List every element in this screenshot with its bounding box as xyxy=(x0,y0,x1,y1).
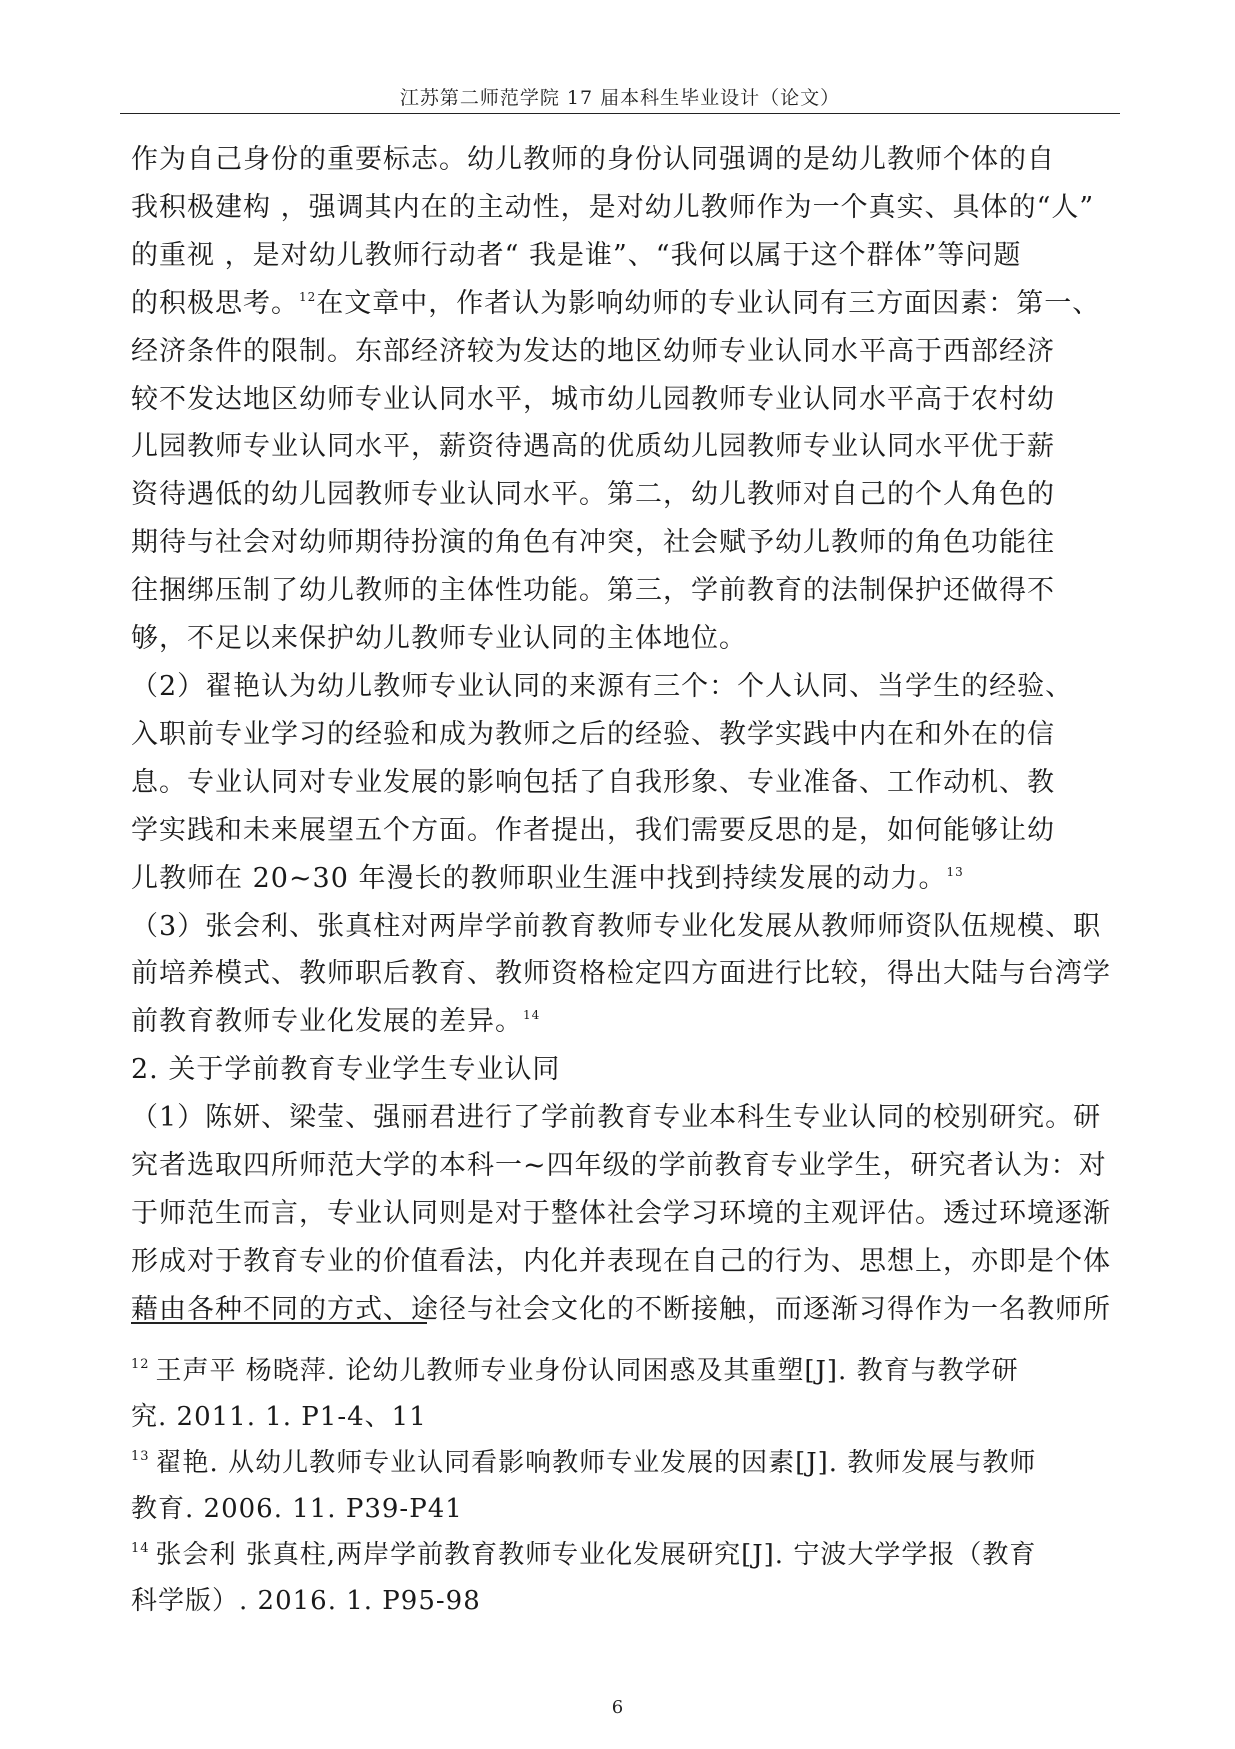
footnote-text: 张会利 张真柱,两岸学前教育教师专业化发展研究[J]. 宁波大学学报（教育 xyxy=(155,1540,1037,1570)
text-line: 于师范生而言，专业认同则是对于整体社会学习环境的主观评估。透过环境逐渐 xyxy=(131,1197,1111,1229)
text-line: 往捆绑压制了幼儿教师的主体性功能。第三，学前教育的法制保护还做得不 xyxy=(131,575,1055,607)
footnote-line: 教育. 2006. 11. P39-P41 xyxy=(131,1494,463,1524)
text-line: 形成对于教育专业的价值看法，内化并表现在自己的行为、思想上，亦即是个体 xyxy=(131,1245,1111,1277)
text-line xyxy=(131,998,1121,1046)
text-line: 作为自己身份的重要标志。幼儿教师的身份认同强调的是幼儿教师个体的自 xyxy=(131,144,1055,175)
text-line: （1）陈妍、梁莹、强丽君进行了学前教育专业本科生专业认同的校别研究。研 xyxy=(131,1102,1102,1134)
footnote-mark: 14 xyxy=(131,1541,150,1556)
text-line: 究者选取四所师范大学的本科一~四年级的学前教育专业学生，研究者认为：对 xyxy=(131,1150,1107,1182)
footnote-line xyxy=(131,1532,1121,1578)
footnote-separator xyxy=(131,1322,427,1324)
footnote xyxy=(131,1440,1121,1532)
text-line: 学实践和未来展望五个方面。作者提出，我们需要反思的是，如何能够让幼 xyxy=(131,814,1055,846)
footnote-line xyxy=(131,1440,1121,1486)
footnote-line: 科学版）. 2016. 1. P95-98 xyxy=(131,1586,481,1616)
text-line xyxy=(131,280,1121,328)
footnote-mark: 12 xyxy=(131,1357,150,1372)
text-segment: 儿教师在 20~30 年漫长的教师职业生涯中找到持续发展的动力。 xyxy=(131,862,947,894)
text-line: 入职前专业学习的经验和成为教师之后的经验、教学实践中内在和外在的信 xyxy=(131,718,1055,750)
text-segment: 的积极思考。 xyxy=(131,287,299,319)
footnote-line xyxy=(131,1348,1121,1394)
text-segment: 在文章中，作者认为影响幼师的专业认同有三方面因素：第一、 xyxy=(316,287,1101,319)
text-line: 期待与社会对幼师期待扮演的角色有冲突，社会赋予幼儿教师的角色功能往 xyxy=(131,527,1055,559)
text-line: 资待遇低的幼儿园教师专业认同水平。第二，幼儿教师对自己的个人角色的 xyxy=(131,479,1055,511)
footnotes xyxy=(131,1348,1121,1624)
text-line: 息。专业认同对专业发展的影响包括了自我形象、专业准备、工作动机、教 xyxy=(131,766,1055,798)
body-text xyxy=(131,136,1121,1334)
text-line: 儿园教师专业认同水平，薪资待遇高的优质幼儿园教师专业认同水平优于薪 xyxy=(131,431,1055,463)
text-line: 藉由各种不同的方式、途径与社会文化的不断接触，而逐渐习得作为一名教师所 xyxy=(131,1293,1111,1325)
footnote xyxy=(131,1348,1121,1440)
footnote-reference: 13 xyxy=(946,864,964,879)
text-line: （3）张会利、张真柱对两岸学前教育教师专业化发展从教师师资队伍规模、职 xyxy=(131,910,1102,942)
text-line xyxy=(131,855,1121,903)
page-number: 6 xyxy=(611,1697,624,1718)
text-line: 前培养模式、教师职后教育、教师资格检定四方面进行比较，得出大陆与台湾学 xyxy=(131,958,1111,990)
text-line: 2. 关于学前教育专业学生专业认同 xyxy=(131,1054,561,1086)
footnote-text: 王声平 杨晓萍. 论幼儿教师专业身份认同困惑及其重塑[J]. 教育与教学研 xyxy=(155,1356,1019,1386)
text-line: （2）翟艳认为幼儿教师专业认同的来源有三个：个人认同、当学生的经验、 xyxy=(131,670,1074,702)
header-rule xyxy=(120,113,1120,114)
text-line: 较不发达地区幼师专业认同水平，城市幼儿园教师专业认同水平高于农村幼 xyxy=(131,383,1055,415)
text-line: 的重视 ，是对幼儿教师行动者“ 我是谁”、“我何以属于这个群体”等问题 xyxy=(131,239,1022,271)
footnote xyxy=(131,1532,1121,1624)
page-header: 江苏第二师范学院 17 届本科生毕业设计（论文） xyxy=(399,87,841,109)
text-line: 我积极建构 ，强调其内在的主动性，是对幼儿教师作为一个真实、具体的“人” xyxy=(131,191,1095,223)
text-segment: 前教育教师专业化发展的差异。 xyxy=(131,1006,523,1038)
text-line: 经济条件的限制。东部经济较为发达的地区幼师专业认同水平高于西部经济 xyxy=(131,335,1055,367)
footnote-text: 翟艳. 从幼儿教师专业认同看影响教师专业发展的因素[J]. 教师发展与教师 xyxy=(155,1448,1037,1478)
footnote-line: 究. 2011. 1. P1-4、11 xyxy=(131,1402,427,1432)
text-line: 够，不足以来保护幼儿教师专业认同的主体地位。 xyxy=(131,623,747,655)
footnote-reference: 12 xyxy=(299,289,317,304)
footnote-mark: 13 xyxy=(131,1449,150,1464)
footnote-reference: 14 xyxy=(523,1008,541,1023)
